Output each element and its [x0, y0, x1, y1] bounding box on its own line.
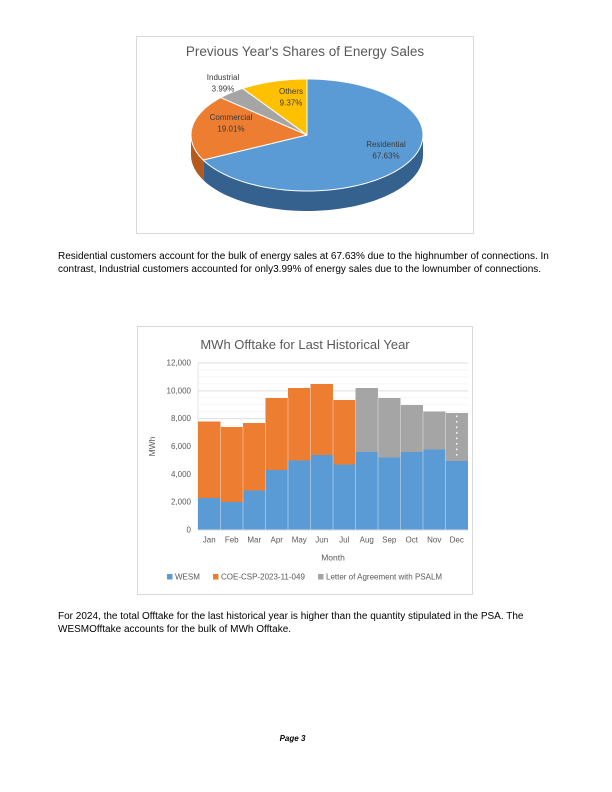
page-number: Page 3 [279, 734, 306, 743]
x-tick-label: Jul [339, 535, 350, 545]
pie-label-name: Commercial [209, 113, 253, 122]
pie-caption-paragraph: Residential customers account for the bulk of energy sales at 67.63% due to the highnumber of connections. In contrast, Industrial customers accounted for only3.99% of energy sales due to the lownumber of connections. [58, 251, 549, 276]
bar-segment-may [288, 460, 311, 530]
y-tick-label: 10,000 [166, 386, 191, 396]
bar-segment-nov [423, 412, 446, 450]
y-tick-label: 8,000 [170, 414, 191, 424]
bar-segment-oct [401, 405, 424, 452]
bar-caption-paragraph: For 2024, the total Offtake for the last historical year is higher than the quantity stipulated in the PSA. The WESMOfftake accounts for the bulk of MWh Offtake. [58, 611, 524, 636]
pie-label-value: 9.37% [279, 98, 303, 108]
x-tick-label: Sep [382, 535, 397, 545]
x-tick-label: Apr [270, 535, 283, 545]
bar-chart-canvas [138, 327, 474, 596]
legend-item [213, 573, 305, 582]
bar-segment-may [288, 388, 311, 460]
x-axis-title: Month [321, 552, 345, 563]
bar-segment-apr [266, 398, 289, 470]
x-tick-label: Aug [359, 535, 374, 545]
legend-label: COE-CSP-2023-11-049 [221, 572, 305, 582]
legend-swatch [318, 574, 324, 580]
y-tick-label: 12,000 [166, 358, 191, 368]
bar-segment-feb [221, 502, 244, 530]
legend-label: Letter of Agreement with PSALM [326, 572, 443, 582]
bar-segment-aug [356, 452, 379, 530]
bar-chart-title: MWh Offtake for Last Historical Year [200, 337, 410, 352]
y-tick-label: 2,000 [170, 497, 191, 507]
pie-chart [136, 36, 474, 234]
bar-segment-jan [198, 421, 221, 498]
y-tick-label: 0 [186, 525, 191, 535]
bar-segment-mar [243, 490, 266, 530]
pie-label-name: Residential [366, 140, 406, 149]
pie-label-name: Industrial [206, 73, 240, 82]
pie-label-value: 3.99% [211, 84, 235, 94]
bar-segment-mar [243, 423, 266, 491]
pie-label-name: Others [278, 87, 304, 96]
x-tick-label: Jun [315, 535, 329, 545]
bar-segment-sep [378, 458, 401, 530]
legend-label: WESM [175, 572, 200, 582]
y-tick-label: 4,000 [170, 469, 191, 479]
legend-swatch [213, 574, 219, 580]
bar-segment-jul [333, 400, 356, 465]
x-tick-label: Jan [202, 535, 216, 545]
x-tick-label: Feb [224, 535, 239, 545]
pie-label-value: 19.01% [217, 124, 245, 134]
bar-segment-jan [198, 498, 221, 530]
x-tick-label: Mar [247, 535, 262, 545]
y-axis-title: MWh [147, 436, 157, 457]
pie-chart-canvas [137, 37, 475, 235]
x-tick-label: Oct [405, 535, 418, 545]
bar-segment-jun [311, 455, 334, 530]
x-tick-label: Nov [427, 535, 442, 545]
legend-item [318, 573, 442, 582]
x-tick-label: Dec [449, 535, 464, 545]
bar-segment-nov [423, 449, 446, 530]
legend-item [167, 573, 200, 582]
legend-swatch [167, 574, 173, 580]
y-tick-label: 6,000 [170, 442, 191, 451]
bar-segment-aug [356, 388, 379, 452]
x-tick-label: May [291, 535, 307, 545]
bar-segment-sep [378, 398, 401, 458]
bar-segment-oct [401, 452, 424, 530]
pie-label-industrial [207, 73, 240, 94]
pie-label-value: 67.63% [372, 151, 400, 161]
bar-chart [137, 326, 473, 595]
bar-segment-jul [333, 465, 356, 530]
bar-segment-dec [446, 461, 469, 530]
pie-chart-title: Previous Year's Shares of Energy Sales [185, 44, 425, 59]
bar-segment-jun [311, 384, 334, 455]
bar-segment-apr [266, 470, 289, 530]
bar-segment-feb [221, 427, 244, 502]
